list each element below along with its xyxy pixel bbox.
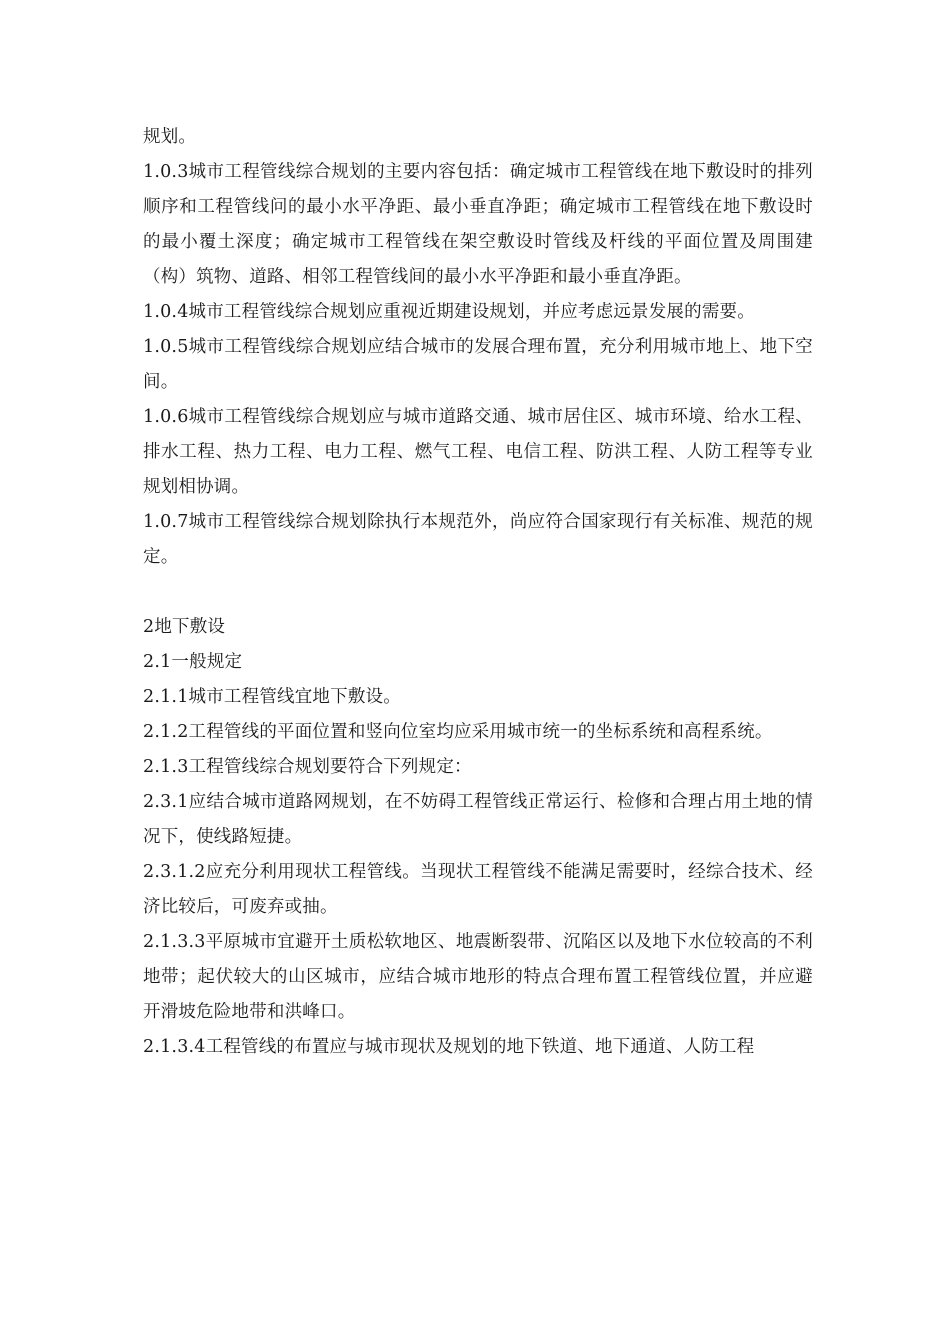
paragraph-continuation: 规划。	[143, 127, 197, 147]
document-body	[143, 120, 813, 1065]
paragraph-2-1-1: 2.1.1城市工程管线宜地下敷设。	[143, 687, 401, 707]
section-gap	[143, 575, 813, 610]
section-heading-2: 2地下敷设	[143, 617, 226, 637]
paragraph-1-0-5: 1.0.5城市工程管线综合规划应结合城市的发展合理布置，充分利用城市地上、地下空间。	[143, 337, 813, 392]
paragraph-2-1-2: 2.1.2工程管线的平面位置和竖向位室均应采用城市统一的坐标系统和高程系统。	[143, 722, 773, 742]
paragraph-2-1-3-4: 2.1.3.4工程管线的布置应与城市现状及规划的地下铁道、地下通道、人防工程	[143, 1037, 755, 1057]
paragraph-2-3-1-2: 2.3.1.2应充分利用现状工程管线。当现状工程管线不能满足需要时，经综合技术、经济比较后，可废弃或抽。	[143, 862, 813, 917]
subsection-heading-2-1: 2.1一般规定	[143, 652, 243, 672]
paragraph-2-1-3: 2.1.3工程管线综合规划要符合下列规定：	[143, 757, 472, 777]
paragraph-1-0-3: 1.0.3城市工程管线综合规划的主要内容包括：确定城市工程管线在地下敷设时的排列顺序和工程管线问的最小水平净距、最小垂直净距；确定城市工程管线在地下敷设时的最小覆土深度；确定城市工程管线在架空敷设时管线及杆线的平面位置及周围建（构）筑物、道路、相邻工程管线间的最小水平净距和最小垂直净距。	[143, 162, 813, 287]
paragraph-1-0-4: 1.0.4城市工程管线综合规划应重视近期建设规划，并应考虑远景发展的需要。	[143, 302, 755, 322]
paragraph-1-0-6: 1.0.6城市工程管线综合规划应与城市道路交通、城市居住区、城市环境、给水工程、排水工程、热力工程、电力工程、燃气工程、电信工程、防洪工程、人防工程等专业规划相协调。	[143, 407, 813, 497]
paragraph-2-3-1: 2.3.1应结合城市道路网规划，在不妨碍工程管线正常运行、检修和合理占用土地的情况下，使线路短捷。	[143, 792, 813, 847]
paragraph-1-0-7: 1.0.7城市工程管线综合规划除执行本规范外，尚应符合国家现行有关标准、规范的规定。	[143, 512, 813, 567]
paragraph-2-1-3-3: 2.1.3.3平原城市宜避开土质松软地区、地震断裂带、沉陷区以及地下水位较高的不利地带；起伏较大的山区城市，应结合城市地形的特点合理布置工程管线位置，并应避开滑坡危险地带和洪峰口。	[143, 932, 813, 1022]
